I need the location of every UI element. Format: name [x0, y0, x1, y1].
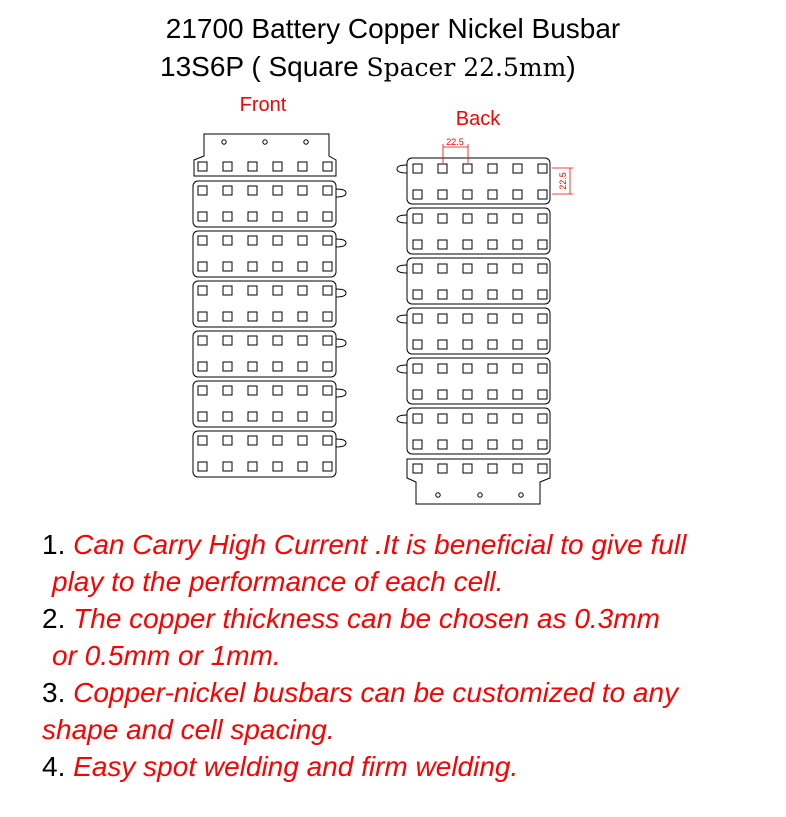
back-strip-tab: [397, 365, 407, 373]
cell-square: [198, 286, 207, 295]
cell-square: [463, 314, 472, 323]
cell-square: [198, 212, 207, 221]
back-strip-tab: [397, 315, 407, 323]
cell-square: [248, 236, 257, 245]
cell-square: [298, 386, 307, 395]
cell-square: [538, 390, 547, 399]
front-strip-5: [193, 381, 346, 427]
cell-square: [198, 186, 207, 195]
dim-h-label: 22.5: [446, 137, 464, 147]
feature-item-4: [42, 748, 782, 785]
cell-square: [438, 190, 447, 199]
front-strip-tab: [336, 339, 346, 347]
front-strip-3: [193, 281, 346, 327]
cell-square: [438, 214, 447, 223]
mount-hole: [478, 493, 482, 497]
back-strip-1: [397, 158, 550, 204]
cell-square: [488, 364, 497, 373]
cell-square: [538, 290, 547, 299]
cell-square: [413, 314, 422, 323]
cell-square: [273, 436, 282, 445]
cell-square: [413, 464, 422, 473]
cell-square: [273, 336, 282, 345]
cell-square: [488, 290, 497, 299]
cell-square: [273, 236, 282, 245]
cell-square: [273, 312, 282, 321]
cell-square: [463, 290, 472, 299]
cell-square: [413, 214, 422, 223]
cell-square: [413, 240, 422, 249]
cell-square: [488, 464, 497, 473]
cell-square: [298, 162, 307, 171]
cell-square: [538, 190, 547, 199]
back-strip-tab: [397, 265, 407, 273]
cell-square: [488, 214, 497, 223]
cell-square: [513, 440, 522, 449]
cell-square: [438, 164, 447, 173]
cell-square: [413, 164, 422, 173]
title-close-paren: ): [566, 51, 576, 82]
cell-square: [463, 390, 472, 399]
back-strip-4: [397, 308, 550, 354]
back-strip-outline: [407, 208, 550, 254]
front-label: Front: [239, 94, 287, 116]
back-strip-tab: [397, 415, 407, 423]
cell-square: [513, 414, 522, 423]
cell-square: [488, 164, 497, 173]
cell-square: [413, 364, 422, 373]
cell-square: [273, 186, 282, 195]
cell-square: [223, 286, 232, 295]
cell-square: [223, 162, 232, 171]
front-strip-tab: [336, 389, 346, 397]
cell-square: [198, 412, 207, 421]
title-config: 13S6P ( Square: [160, 51, 359, 82]
cell-square: [323, 336, 332, 345]
cell-square: [323, 312, 332, 321]
cell-square: [248, 286, 257, 295]
cell-square: [538, 164, 547, 173]
cell-square: [198, 262, 207, 271]
cell-square: [438, 314, 447, 323]
cell-square: [438, 440, 447, 449]
mount-hole: [519, 493, 523, 497]
cell-square: [538, 414, 547, 423]
feature-item-3: [42, 674, 782, 748]
cell-square: [298, 186, 307, 195]
feature-item-2: [42, 600, 782, 674]
cell-square: [248, 462, 257, 471]
cell-square: [463, 364, 472, 373]
feature-number: 3.: [42, 677, 66, 708]
feature-text-cont: shape and cell spacing.: [42, 714, 335, 745]
cell-square: [438, 340, 447, 349]
cell-square: [248, 412, 257, 421]
cell-square: [413, 340, 422, 349]
cell-square: [438, 364, 447, 373]
feature-number: 1.: [42, 529, 66, 560]
cell-square: [513, 314, 522, 323]
feature-text: The copper thickness can be chosen as 0.3mm: [73, 603, 660, 634]
front-busbars: [193, 134, 346, 477]
cell-square: [298, 236, 307, 245]
cell-square: [198, 386, 207, 395]
cell-square: [513, 164, 522, 173]
front-strip-top: [194, 134, 336, 176]
cell-square: [513, 464, 522, 473]
cell-square: [198, 162, 207, 171]
title-spacer: Spacer 22.5mm: [366, 53, 567, 82]
cell-square: [488, 190, 497, 199]
back-strip-tab: [397, 215, 407, 223]
cell-square: [413, 440, 422, 449]
cell-square: [463, 214, 472, 223]
cell-square: [223, 462, 232, 471]
back-bottom-outline: [407, 459, 550, 504]
dim-v-label: 22.5: [558, 172, 568, 190]
back-strip-outline: [407, 358, 550, 404]
cell-square: [438, 464, 447, 473]
cell-square: [413, 290, 422, 299]
cell-square: [463, 340, 472, 349]
cell-square: [223, 362, 232, 371]
cell-square: [248, 212, 257, 221]
cell-square: [273, 212, 282, 221]
cell-square: [323, 462, 332, 471]
cell-square: [513, 290, 522, 299]
front-strip-outline: [193, 331, 336, 377]
cell-square: [323, 386, 332, 395]
cell-square: [538, 214, 547, 223]
feature-text-cont: or 0.5mm or 1mm.: [52, 640, 281, 671]
mount-hole: [222, 140, 226, 144]
cell-square: [413, 264, 422, 273]
cell-square: [248, 186, 257, 195]
cell-square: [223, 386, 232, 395]
cell-square: [223, 336, 232, 345]
cell-square: [438, 414, 447, 423]
cell-square: [438, 240, 447, 249]
cell-square: [223, 412, 232, 421]
cell-square: [248, 386, 257, 395]
front-strip-tab: [336, 189, 346, 197]
cell-square: [488, 440, 497, 449]
cell-square: [223, 436, 232, 445]
cell-square: [248, 362, 257, 371]
cell-square: [413, 390, 422, 399]
front-strip-tab: [336, 439, 346, 447]
cell-square: [488, 340, 497, 349]
cell-square: [488, 314, 497, 323]
back-label: Back: [455, 108, 501, 130]
back-strip-outline: [407, 158, 550, 204]
cell-square: [223, 186, 232, 195]
feature-text-cont: play to the performance of each cell.: [52, 566, 504, 597]
cell-square: [438, 290, 447, 299]
cell-square: [488, 264, 497, 273]
cell-square: [298, 412, 307, 421]
cell-square: [323, 362, 332, 371]
cell-square: [223, 212, 232, 221]
cell-square: [198, 362, 207, 371]
cell-square: [198, 312, 207, 321]
back-busbars: [397, 158, 550, 504]
cell-square: [298, 462, 307, 471]
title-line-1: 21700 Battery Copper Nickel Busbar: [165, 13, 621, 44]
cell-square: [298, 212, 307, 221]
front-strip-outline: [193, 181, 336, 227]
cell-square: [298, 262, 307, 271]
cell-square: [273, 262, 282, 271]
cell-square: [488, 414, 497, 423]
cell-square: [198, 462, 207, 471]
mount-hole: [263, 140, 267, 144]
front-strip-outline: [193, 431, 336, 477]
cell-square: [298, 286, 307, 295]
back-strip-tab: [397, 165, 407, 173]
cell-square: [513, 190, 522, 199]
cell-square: [223, 312, 232, 321]
cell-square: [488, 240, 497, 249]
back-strip-3: [397, 258, 550, 304]
cell-square: [298, 336, 307, 345]
cell-square: [438, 264, 447, 273]
feature-item-1: [42, 526, 782, 600]
cell-square: [248, 312, 257, 321]
feature-text: Easy spot welding and firm welding.: [73, 751, 519, 782]
cell-square: [413, 414, 422, 423]
cell-square: [463, 164, 472, 173]
cell-square: [273, 462, 282, 471]
cell-square: [463, 440, 472, 449]
cell-square: [463, 190, 472, 199]
front-strip-6: [193, 431, 346, 477]
back-strip-6: [397, 408, 550, 454]
cell-square: [323, 212, 332, 221]
cell-square: [323, 412, 332, 421]
front-strip-tab: [336, 289, 346, 297]
feature-number: 2.: [42, 603, 66, 634]
front-strip-outline: [193, 231, 336, 277]
cell-square: [198, 336, 207, 345]
front-strip-4: [193, 331, 346, 377]
mount-hole: [436, 493, 440, 497]
cell-square: [538, 240, 547, 249]
cell-square: [488, 390, 497, 399]
cell-square: [538, 314, 547, 323]
cell-square: [323, 236, 332, 245]
cell-square: [538, 264, 547, 273]
cell-square: [513, 390, 522, 399]
cell-square: [223, 262, 232, 271]
front-strip-1: [193, 181, 346, 227]
cell-square: [298, 312, 307, 321]
cell-square: [513, 364, 522, 373]
cell-square: [198, 436, 207, 445]
cell-square: [223, 236, 232, 245]
feature-text: Can Carry High Current .It is beneficial to give full: [73, 529, 687, 560]
cell-square: [248, 262, 257, 271]
back-strip-2: [397, 208, 550, 254]
cell-square: [323, 286, 332, 295]
back-strip-outline: [407, 258, 550, 304]
cell-square: [273, 286, 282, 295]
cell-square: [248, 336, 257, 345]
cell-square: [513, 214, 522, 223]
cell-square: [538, 464, 547, 473]
front-top-outline: [194, 134, 336, 176]
cell-square: [323, 262, 332, 271]
mount-hole: [304, 140, 308, 144]
front-strip-2: [193, 231, 346, 277]
back-strip-outline: [407, 408, 550, 454]
cell-square: [463, 264, 472, 273]
cell-square: [273, 362, 282, 371]
cell-square: [513, 340, 522, 349]
front-strip-tab: [336, 239, 346, 247]
feature-number: 4.: [42, 751, 66, 782]
cell-square: [273, 162, 282, 171]
back-strip-outline: [407, 308, 550, 354]
feature-list: [42, 526, 782, 785]
cell-square: [463, 414, 472, 423]
back-strip-bottom: [407, 459, 550, 504]
cell-square: [273, 412, 282, 421]
cell-square: [513, 240, 522, 249]
back-strip-5: [397, 358, 550, 404]
cell-square: [198, 236, 207, 245]
cell-square: [248, 162, 257, 171]
front-strip-outline: [193, 381, 336, 427]
cell-square: [323, 162, 332, 171]
cell-square: [273, 386, 282, 395]
cell-square: [463, 464, 472, 473]
cell-square: [298, 436, 307, 445]
cell-square: [323, 436, 332, 445]
cell-square: [538, 440, 547, 449]
cell-square: [413, 190, 422, 199]
cell-square: [538, 340, 547, 349]
cell-square: [248, 436, 257, 445]
front-strip-outline: [193, 281, 336, 327]
cell-square: [298, 362, 307, 371]
cell-square: [438, 390, 447, 399]
cell-square: [323, 186, 332, 195]
cell-square: [463, 240, 472, 249]
cell-square: [538, 364, 547, 373]
cell-square: [513, 264, 522, 273]
feature-text: Copper-nickel busbars can be customized to any: [73, 677, 679, 708]
